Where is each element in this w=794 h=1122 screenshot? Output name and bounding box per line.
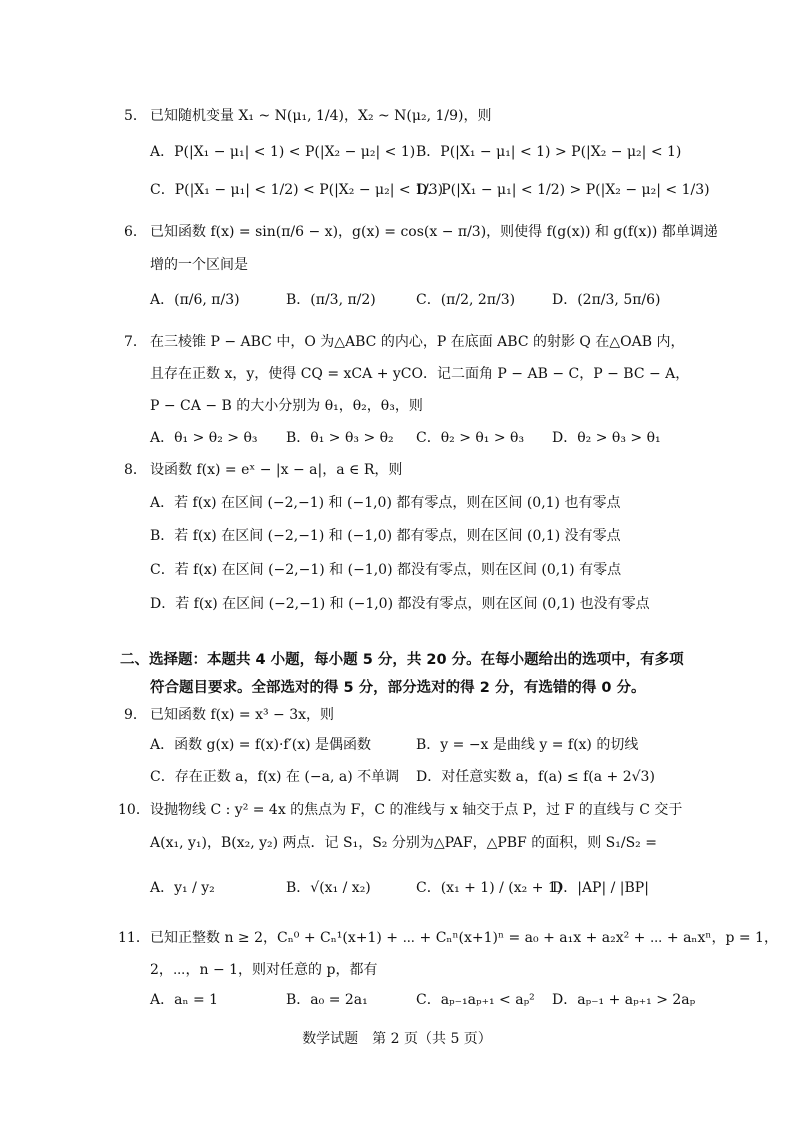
q6-option-a: A．(π/6, π/3) [150, 292, 240, 308]
q7-number: 7． [124, 334, 147, 350]
q11-stem-line1: 已知正整数 n ≥ 2，Cₙ⁰ + Cₙ¹(x+1) + ⋯ + Cₙⁿ(x+1)ⁿ = a₀ + a₁x + a₂x² + ⋯ + aₙxⁿ，p = 1， [150, 930, 778, 946]
q6-stem-line1: 已知函数 f(x) = sin(π/6 − x)，g(x) = cos(x − π/3)，则使得 f(g(x)) 和 g(f(x)) 都单调递 [150, 224, 718, 240]
q7-option-c: C．θ₂ > θ₁ > θ₃ [416, 430, 525, 446]
q9-stem: 已知函数 f(x) = x³ − 3x，则 [150, 707, 335, 723]
q6-number: 6． [124, 224, 147, 240]
q8-option-a: A．若 f(x) 在区间 (−2,−1) 和 (−1,0) 都有零点，则在区间 (0,1) 也有零点 [150, 495, 621, 511]
page-footer: 数学试题 第 2 页（共 5 页） [302, 1031, 492, 1047]
q8-number: 8． [124, 462, 147, 478]
q11-option-a: A．aₙ = 1 [150, 992, 219, 1008]
q5-stem: 已知随机变量 X₁ ~ N(μ₁, 1/4)，X₂ ~ N(μ₂, 1/9)，则 [150, 108, 492, 124]
q7-option-b: B．θ₁ > θ₃ > θ₂ [286, 430, 394, 446]
q11-option-d: D．aₚ₋₁ + aₚ₊₁ > 2aₚ [552, 992, 696, 1008]
q6-option-b: B．(π/3, π/2) [286, 292, 376, 308]
q5-option-b: B．P(|X₁ − μ₁| < 1) > P(|X₂ − μ₂| < 1) [416, 144, 682, 160]
q6-option-c: C．(π/2, 2π/3) [416, 292, 516, 308]
q11-option-c: C．aₚ₋₁aₚ₊₁ < aₚ² [416, 992, 535, 1008]
q9-option-d: D．对任意实数 a，f(a) ≤ f(a + 2√3) [416, 769, 655, 785]
q8-option-b: B．若 f(x) 在区间 (−2,−1) 和 (−1,0) 都有零点，则在区间 (0,1) 没有零点 [150, 528, 621, 544]
q8-option-d: D．若 f(x) 在区间 (−2,−1) 和 (−1,0) 都没有零点，则在区间 (0,1) 也没有零点 [150, 596, 650, 612]
q7-option-a: A．θ₁ > θ₂ > θ₃ [150, 430, 258, 446]
q11-stem-line2: 2，⋯，n − 1，则对任意的 p，都有 [150, 962, 378, 978]
q5-number: 5． [124, 108, 147, 124]
q10-stem-line1: 设抛物线 C : y² = 4x 的焦点为 F，C 的准线与 x 轴交于点 P，过 F 的直线与 C 交于 [150, 802, 683, 818]
q11-number: 11． [118, 930, 150, 946]
q6-option-d: D．(2π/3, 5π/6) [552, 292, 661, 308]
q9-number: 9． [124, 707, 147, 723]
q7-option-d: D．θ₂ > θ₃ > θ₁ [552, 430, 661, 446]
q10-option-c: C．(x₁ + 1) / (x₂ + 1) [416, 880, 563, 896]
q8-stem: 设函数 f(x) = eˣ − |x − a|，a ∈ R，则 [150, 462, 403, 478]
q8-option-c: C．若 f(x) 在区间 (−2,−1) 和 (−1,0) 都没有零点，则在区间 (0,1) 有零点 [150, 562, 622, 578]
q11-option-b: B．a₀ = 2a₁ [286, 992, 368, 1008]
q9-option-c: C．存在正数 a，f(x) 在 (−a, a) 不单调 [150, 769, 400, 785]
q5-option-d: D．P(|X₁ − μ₁| < 1/2) > P(|X₂ − μ₂| < 1/3) [416, 182, 710, 198]
section-2-heading: 二、选择题：本题共 4 小题，每小题 5 分，共 20 分。在每小题给出的选项中，有多项 [120, 652, 684, 668]
q9-option-a: A．函数 g(x) = f(x)·f′(x) 是偶函数 [150, 737, 372, 753]
q7-stem-line3: P − CA − B 的大小分别为 θ₁，θ₂，θ₃，则 [150, 398, 423, 414]
q6-stem-line2: 增的一个区间是 [150, 257, 248, 273]
q10-number: 10． [118, 802, 150, 818]
q7-stem-line2: 且存在正数 x，y，使得 CQ = xCA + yCO．记二面角 P − AB − C，P − BC − A， [150, 366, 690, 382]
q10-option-b: B．√(x₁ / x₂) [286, 880, 371, 896]
q10-option-d: D．|AP| / |BP| [552, 880, 649, 896]
q5-option-a: A．P(|X₁ − μ₁| < 1) < P(|X₂ − μ₂| < 1) [150, 144, 416, 160]
q10-option-a: A．y₁ / y₂ [150, 880, 215, 896]
q7-stem-line1: 在三棱锥 P − ABC 中，O 为△ABC 的内心，P 在底面 ABC 的射影 Q 在△OAB 内， [150, 334, 685, 350]
q10-stem-line2: A(x₁, y₁)，B(x₂, y₂) 两点．记 S₁，S₂ 分别为△PAF，△PBF 的面积，则 S₁/S₂ = [150, 835, 657, 851]
section-2-instructions: 符合题目要求。全部选对的得 5 分，部分选对的得 2 分，有选错的得 0 分。 [150, 680, 646, 696]
q5-option-c: C．P(|X₁ − μ₁| < 1/2) < P(|X₂ − μ₂| < 1/3) [150, 182, 444, 198]
q9-option-b: B．y = −x 是曲线 y = f(x) 的切线 [416, 737, 639, 753]
